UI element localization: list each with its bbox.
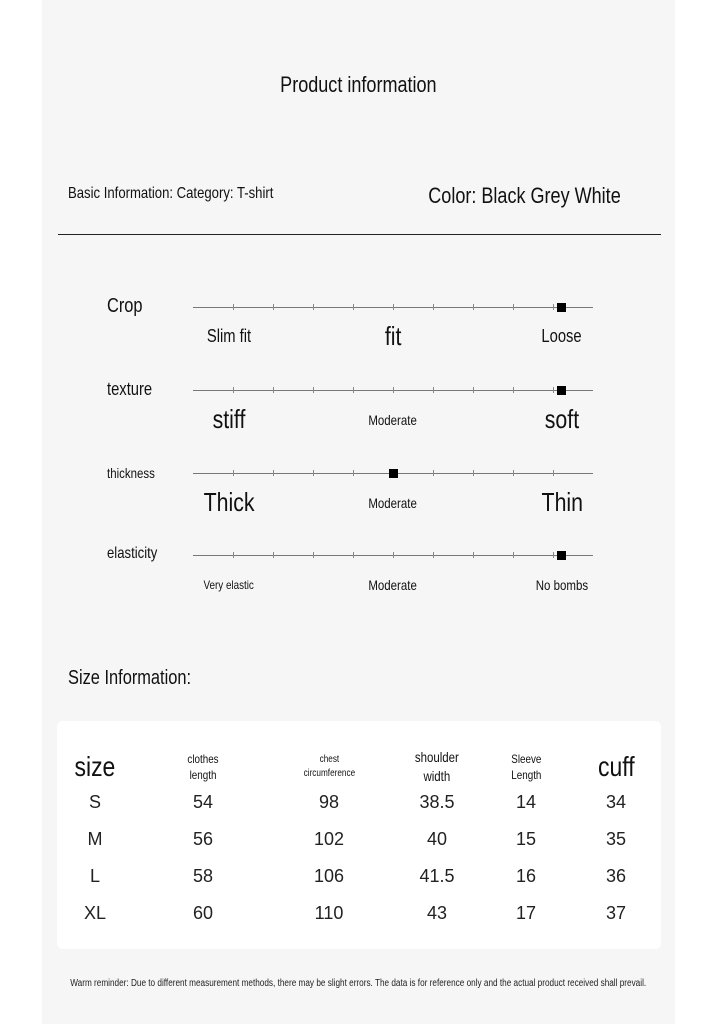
scale-tick	[353, 552, 354, 558]
table-cell: 110	[314, 903, 344, 923]
table-header: Sleeve Length	[510, 752, 542, 782]
scale-tick	[473, 470, 474, 476]
scale-marker	[557, 551, 566, 560]
scale-tick	[433, 552, 434, 558]
scale-marker	[389, 469, 398, 478]
scale-tick	[513, 387, 514, 393]
scale-option: Moderate	[368, 576, 418, 593]
table-header: shoulder width	[414, 749, 460, 784]
table-cell: 16	[515, 866, 537, 886]
table-cell: 102	[313, 829, 345, 849]
table-cell: 15	[515, 829, 537, 849]
scale-tick	[473, 387, 474, 393]
scale-tick	[553, 552, 554, 558]
scale-tick	[553, 470, 554, 476]
scale-tick	[313, 387, 314, 393]
table-cell: 34	[605, 792, 627, 812]
scale-option: Loose	[541, 326, 583, 347]
table-header: cuff	[597, 751, 635, 782]
scale-option: No bombs	[535, 576, 589, 593]
scale-tick	[233, 304, 234, 310]
scale-option: Slim fit	[206, 326, 252, 347]
table-cell: M	[87, 829, 103, 849]
table-cell: 98	[318, 792, 340, 812]
table-cell: 17	[515, 903, 537, 923]
table-cell: 41.5	[419, 866, 455, 886]
scale-option: soft	[544, 404, 580, 435]
scale-label-elasticity: elasticity	[107, 545, 158, 563]
scale-tick	[553, 387, 554, 393]
scale-tick	[273, 552, 274, 558]
scale-tick	[513, 470, 514, 476]
scale-tick	[393, 387, 394, 393]
scale-tick	[473, 552, 474, 558]
scale-tick	[353, 470, 354, 476]
scale-option: Very elastic	[203, 577, 255, 592]
scale-tick	[353, 304, 354, 310]
scale-label-crop: Crop	[107, 295, 143, 317]
basic-information: Basic Information: Category: T-shirt	[68, 185, 274, 202]
scale-tick	[273, 470, 274, 476]
table-cell: 58	[192, 866, 214, 886]
table-cell: 54	[192, 792, 214, 812]
scale-tick	[273, 387, 274, 393]
scale-track	[193, 555, 593, 556]
table-cell: S	[88, 792, 101, 812]
scale-track	[193, 390, 593, 391]
scale-option: stiff	[212, 404, 246, 435]
scale-tick	[313, 552, 314, 558]
table-header: clothes length	[187, 752, 219, 782]
size-table	[57, 721, 661, 949]
page-title: Product information	[280, 72, 437, 97]
scale-tick	[513, 552, 514, 558]
scale-track	[193, 307, 593, 308]
scale-tick	[313, 470, 314, 476]
table-cell: L	[89, 866, 100, 886]
table-cell: 43	[426, 903, 448, 923]
scale-tick	[393, 304, 394, 310]
scale-option: Thick	[203, 487, 255, 518]
scale-tick	[433, 387, 434, 393]
table-cell: 60	[192, 903, 214, 923]
table-header: chest circumference	[303, 754, 355, 779]
scale-tick	[233, 387, 234, 393]
table-cell: 56	[192, 829, 214, 849]
scale-tick	[233, 470, 234, 476]
table-header: size	[74, 751, 116, 782]
table-cell: 35	[605, 829, 627, 849]
scale-marker	[557, 386, 566, 395]
table-cell: 106	[313, 866, 345, 886]
table-cell: 14	[515, 792, 537, 812]
divider	[58, 234, 661, 235]
size-information-heading: Size Information:	[68, 667, 192, 689]
scale-tick	[233, 552, 234, 558]
scale-marker	[557, 303, 566, 312]
table-cell: 36	[605, 866, 627, 886]
scale-tick	[473, 304, 474, 310]
scale-option: fit	[384, 321, 402, 352]
warm-reminder: Warm reminder: Due to different measurement methods, there may be slight errors. The data is for reference only and the actual product received shall prevail.	[70, 978, 647, 989]
scale-tick	[433, 470, 434, 476]
table-cell: 40	[426, 829, 448, 849]
scale-label-thickness: thickness	[107, 464, 155, 481]
scale-tick	[273, 304, 274, 310]
scale-option: Moderate	[368, 494, 418, 511]
scale-tick	[433, 304, 434, 310]
table-cell: 38.5	[419, 792, 455, 812]
scale-label-texture: texture	[107, 379, 153, 400]
scale-tick	[393, 552, 394, 558]
color-information: Color: Black Grey White	[428, 183, 621, 208]
scale-tick	[553, 304, 554, 310]
table-cell: 37	[605, 903, 627, 923]
scale-option: Thin	[541, 487, 583, 518]
scale-tick	[353, 387, 354, 393]
scale-tick	[513, 304, 514, 310]
table-cell: XL	[83, 903, 107, 923]
scale-track	[193, 473, 593, 474]
scale-option: Moderate	[368, 411, 418, 428]
scale-tick	[313, 304, 314, 310]
